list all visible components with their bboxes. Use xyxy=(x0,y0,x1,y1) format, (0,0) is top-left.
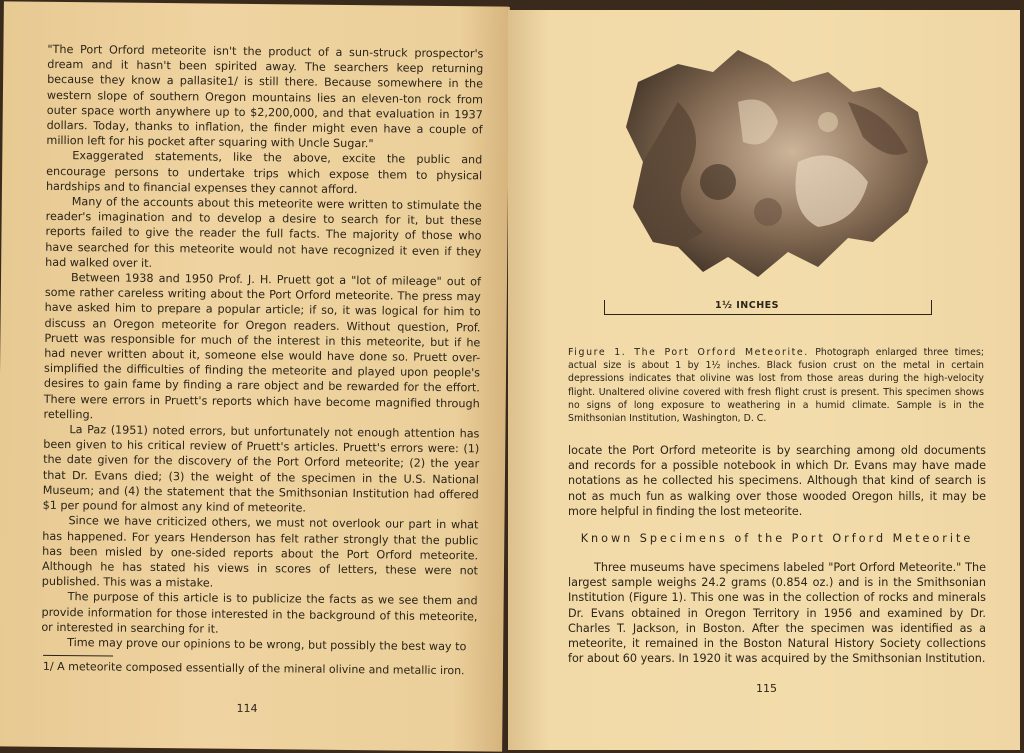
footnote xyxy=(43,655,483,678)
figure-caption xyxy=(568,346,984,425)
right-page xyxy=(508,10,1020,750)
left-page-body xyxy=(41,42,483,655)
caption-text: Photograph enlarged three times; actual size is about 1 by 1½ inches. Black fusion crust on the metal in certain depressions indicates that olivine was lost from those areas during the high-velocity flight. Unaltered olivine covered with fresh flight crust is present. This specimen shows no signs of long exposure to weathering in a humid climate. Sample is in the Smithsonian Institution, Washington, D. C. xyxy=(568,347,984,425)
right-page-body-2 xyxy=(568,560,986,666)
scale-label: 1½ INCHES xyxy=(715,300,779,311)
paragraph: The purpose of this article is to publicize the facts as we see them and provide information for those interested in the background of this meteorite, or interested in searching for it. xyxy=(41,590,478,636)
meteorite-photo xyxy=(618,42,933,282)
page-number: 114 xyxy=(236,701,258,716)
page-number: 115 xyxy=(756,682,777,695)
paragraph: Since we have criticized others, we must not overlook our part in what has happened. For years Henderson has felt rather strongly that the public has been misled by one-sided reports about the Port Orford meteorite. Although he has stated his views in scores of letters, these were not published. This was a mistake. xyxy=(41,514,479,590)
scale-bar xyxy=(604,300,932,315)
right-page-body xyxy=(568,443,986,519)
paragraph: Exaggerated statements, like the above, excite the public and encourage persons to undertake trips which expose them to physical hardships and to financial expenses they cannot afford. xyxy=(45,149,483,196)
paragraph: Three museums have specimens labeled "Port Orford Meteorite." The largest sample weighs 24.2 grams (0.854 oz.) and is in the Smithsonian Institution (Figure 1). This one was in the collection of rocks and minerals Dr. Evans obtained in Oregon Territory in 1956 and examined by Dr. Charles T. Jackson, in Boston. After the specimen was identified as a meteorite, it remained in the Boston Natural History Society collections for about 60 years. In 1920 it was acquired by the Smithsonian Institution. xyxy=(568,561,986,666)
caption-figure-title: Figure 1. The Port Orford Meteorite. xyxy=(568,347,809,358)
paragraph: Time may prove our opinions to be wrong, but possibly the best way to xyxy=(67,635,467,654)
paragraph: Between 1938 and 1950 Prof. J. H. Pruett got a "lot of mileage" out of some rather careless writing about the Port Orford meteorite. The press may have asked him to prepare a popular article; if so, it was logical for him to discuss an Oregon meteorite for Oregon readers. Without question, Prof. Pruett was responsible for much of the interest in this meteorite, but if he had never written about it, someone else would have done so. Pruett over-simplified the difficulties of finding the meteorite and played upon people's desires to gain fame by finding a rare object and be rewarded for the effort. There were errors in Pruett's reports which have become magnified through retelling. xyxy=(43,271,482,422)
paragraph: locate the Port Orford meteorite is by searching among old documents and records for a possible notebook in which Dr. Evans may have made notations as he collected his specimens. Although that kind of search is not as much fun as walking over those wooded Oregon hills, it may be more helpful in finding the lost meteorite. xyxy=(568,444,986,518)
paragraph: Many of the accounts about this meteorite were written to stimulate the reader's imagination and to develop a desire to search for it, but these reports failed to give the reader the full facts. The majority of those who have searched for this meteorite would not have recognized it even if they had walked over it. xyxy=(45,195,482,270)
left-page xyxy=(0,1,510,751)
paragraph: "The Port Orford meteorite isn't the product of a sun-struck prospector's dream and it hasn't been spirited away. The searchers keep returning because they know a pallasite1/ is still there. Because somewhere in the western slope of southern Oregon mountains lies an eleven-ton rock from outer space worth anywhere up to $2,200,000, and that evaluation in 1937 dollars. Today, thanks to inflation, the finder might even have a couple of million left for his pocket after squaring with Uncle Sugar." xyxy=(46,42,484,151)
footnote-rule xyxy=(43,655,113,657)
section-heading: Known Specimens of the Port Orford Meteorite xyxy=(580,532,974,545)
footnote-text: 1/ A meteorite composed essentially of the mineral olivine and metallic iron. xyxy=(42,659,465,678)
paragraph: La Paz (1951) noted errors, but unfortunately not enough attention has been given to his critical review of Pruett's articles. Pruett's errors were: (1) the date given for the discovery of the Port Orford meteorite; (2) the year that Dr. Evans died; (3) the weight of the specimen in the U.S. National Museum; and (4) the statement that the Smithsonian Institution had offered $1 per pound for almost any kind of meteorite. xyxy=(42,423,480,515)
